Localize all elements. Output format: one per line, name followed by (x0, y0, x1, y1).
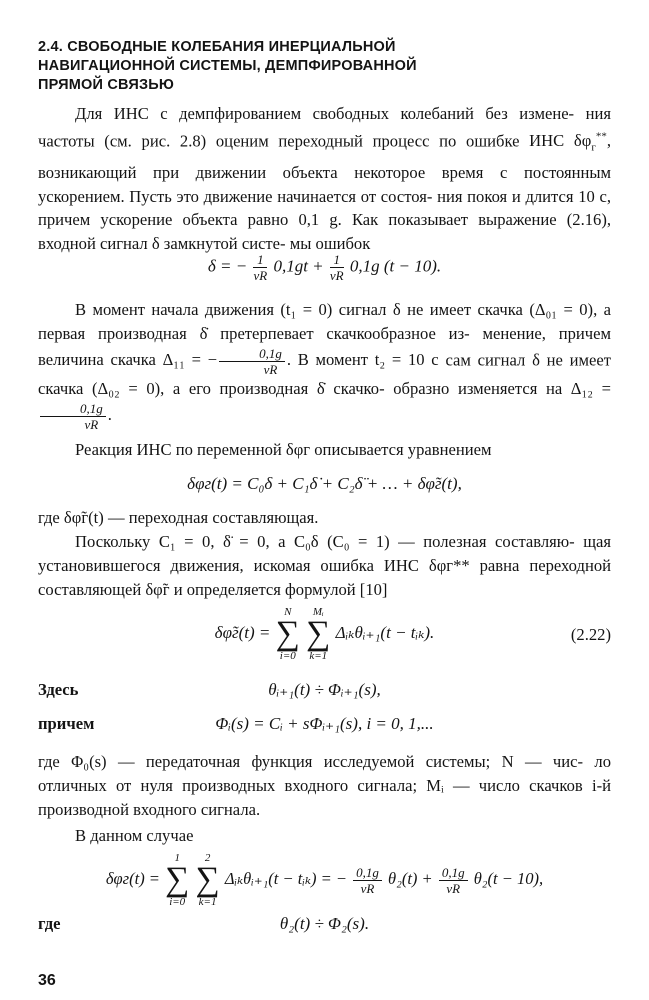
paragraph-2 (38, 298, 611, 432)
heading-line-1: 2.4. СВОБОДНЫЕ КОЛЕБАНИЯ ИНЕРЦИАЛЬНОЙ (38, 39, 396, 55)
p1-line-7: мы ошибок (289, 234, 371, 254)
equation-delta: δ = − $\frac{1}{\nu R}$ 0,1gt + $\frac{1}{\nu R}$ 0,1g (t − 10). (207, 252, 442, 283)
equation-phi: Φᵢ(s) = Cᵢ + sΦᵢ₊₁(s), i = 0, 1,... (215, 714, 434, 733)
section-heading (38, 38, 498, 95)
label-gde: где (38, 914, 61, 933)
heading-line-2: НАВИГАЦИОННОЙ СИСТЕМЫ, ДЕМПФИРОВАННОЙ (38, 58, 417, 74)
equation-2-22: δφ̃г(t) = N ∑ i=0 Mᵢ ∑ k=1 Δᵢₖθᵢ₊₁(t − tᵢₖ). (214, 606, 435, 662)
p1-line-4: постоянным ускорением. Пусть это движение начинается от состоя- (38, 162, 611, 206)
p6-line-1: где Φ₀(s) — передаточная функция исследуемой системы; N — чис- (38, 752, 584, 771)
p5-line-1: Поскольку C₁ = 0, δ̈ = 0, а C₀δ (C₀ = 1) — полезная составляю- (75, 532, 575, 551)
p2-line-3: менение, причем величина скачка Δ₁₁ = − $\frac{0,1g}{\nu R}$ . В момент t₂ = 10 с (38, 323, 611, 377)
p2-line-4: сам сигнал δ не имеет скачка (Δ₀₂ = 0), а его производная δ̇ скачко- (38, 350, 611, 398)
p1-line-2: ния частоты (см. рис. 2.8) оценим переходный процесс по ошибке (38, 104, 611, 151)
p1-line-5: ния покоя и длится 10 с, причем ускорение объекта равно 0,1 g. Как (38, 186, 611, 230)
paragraph-7 (38, 824, 611, 848)
equation-theta2: θ₂(t) ÷ Φ₂(s). (279, 914, 370, 933)
p6-line-2: ло отличных от нуля производных входного сигнала; Mᵢ — число (38, 752, 611, 795)
heading-line-3: ПРЯМОЙ СВЯЗЬЮ (38, 77, 175, 93)
equation-theta: θᵢ₊₁(t) ÷ Φᵢ₊₁(s), (268, 680, 381, 699)
p5-line-2: щая установившегося движения, искомая ошибка ИНС δφг** равна (38, 532, 611, 575)
p2-line-2: (Δ₀₁ = 0), а первая производная δ̇ претерпевает скачкообразное из- (38, 300, 611, 343)
paragraph-3 (38, 438, 611, 462)
equation-result: δφг(t) = 1 ∑ i=0 2 ∑ k=1 Δᵢₖθᵢ₊₁(t − tᵢₖ) = − $\frac{0,1g}{\nu R}$ θ₂(t) + $\frac{0,1g}{\nu R}$ θ₂(t − 10), (105, 852, 544, 908)
p5-line-3: переходной составляющей δφ̃г и определяется формулой [10] (38, 555, 611, 599)
p6-line-3: скачков i-й производной входного сигнала. (38, 775, 611, 819)
p3-line-1: Реакция ИНС по переменной δφг описывается уравнением (75, 440, 492, 459)
page-number: 36 (38, 972, 56, 989)
paragraph-4 (38, 506, 611, 530)
paragraph-5 (38, 530, 611, 602)
p7-line-1: В данном случае (75, 826, 194, 845)
paragraph-6 (38, 750, 611, 822)
p1-line-3: ИНС $\delta\varphi_г^{**}$, возникающий при движении объекта некоторое время с (38, 130, 611, 182)
p2-line-5: образно изменяется на Δ₁₂ = $\frac{0,1g}{\nu R}$ . (38, 379, 611, 424)
label-prichem: причем (38, 714, 95, 733)
p1-line-1: Для ИНС с демпфированием свободных колебаний без измене- (75, 104, 575, 123)
p1-line-6: показывает выражение (2.16), входной сигнал δ замкнутой систе- (38, 210, 611, 254)
equation-number: (2.22) (570, 625, 611, 644)
label-zdes: Здесь (38, 680, 79, 699)
p4-line-1: где δφ̃г(t) — переходная составляющая. (38, 508, 319, 527)
equation-reaction: δφг(t) = C₀δ + C₁δ̇ + C₂δ̈ + … + δφ̃г(t), (187, 474, 462, 493)
p2-line-1: В момент начала движения (t₁ = 0) сигнал δ не имеет скачка (75, 300, 523, 319)
paragraph-1 (38, 102, 611, 256)
